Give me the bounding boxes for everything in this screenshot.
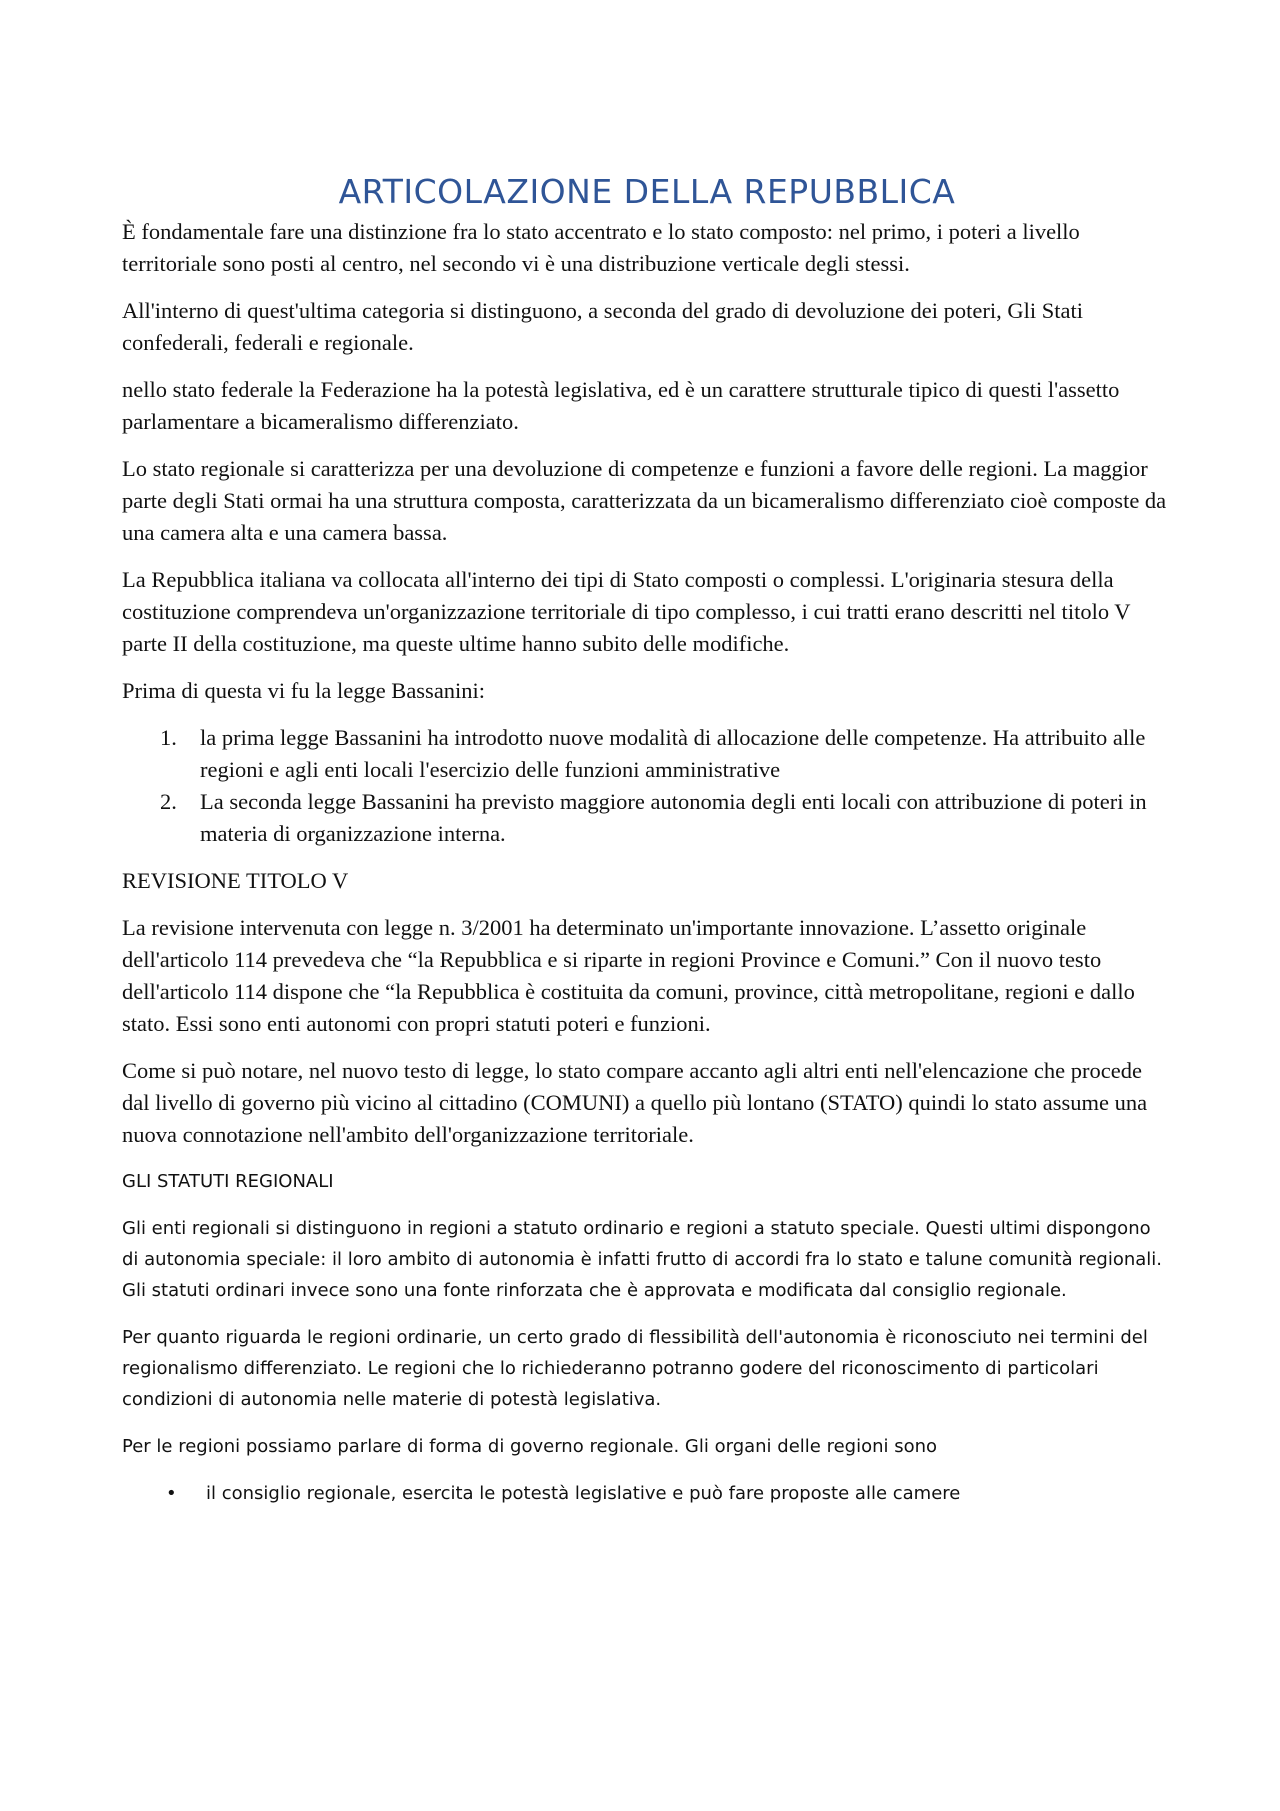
list-item-number: 1.: [160, 724, 177, 750]
section-heading-revisione: REVISIONE TITOLO V: [122, 867, 349, 893]
list-item-text: la prima legge Bassanini ha introdotto nuove modalità di allocazione delle competenze. Ha attribuito alle regioni e agli enti locali l'esercizio delle funzioni amministrative: [200, 724, 1146, 782]
list-item-text: il consiglio regionale, esercita le potestà legislative e può fare proposte alle camere: [206, 1482, 961, 1504]
paragraph: La revisione intervenuta con legge n. 3/2001 ha determinato un'importante innovazione. L’assetto originale dell'articolo 114 prevedeva che “la Repubblica e si riparte in regioni Province e Comuni.” Con il nuovo testo dell'articolo 114 dispone che “la Repubblica è costituita da comuni, province, città metropolitane, regioni e dallo stato. Essi sono enti autonomi con propri statuti poteri e funzioni.: [122, 914, 1135, 1036]
list-item-number: 2.: [160, 788, 177, 814]
paragraph: Prima di questa vi fu la legge Bassanini:: [122, 677, 486, 703]
numbered-list: [122, 722, 1172, 850]
list-item: [160, 786, 1172, 850]
bullet-icon: •: [166, 1482, 177, 1504]
list-item: [166, 1478, 1172, 1509]
paragraph: Per quanto riguarda le regioni ordinarie, un certo grado di flessibilità dell'autonomia è riconosciuto nei termini del regionalismo differenziato. Le regioni che lo richiederanno potranno godere del riconoscimento di particolari condizioni di autonomia nelle materie di potestà legislativa.: [122, 1326, 1148, 1410]
paragraph: La Repubblica italiana va collocata all'interno dei tipi di Stato composti o complessi. L'originaria stesura della costituzione comprendeva un'organizzazione territoriale di tipo complesso, i cui tratti erano descritti nel titolo V parte II della costituzione, ma queste ultime hanno subito delle modifiche.: [122, 566, 1131, 656]
paragraph: Per le regioni possiamo parlare di forma di governo regionale. Gli organi delle regioni sono: [122, 1435, 938, 1457]
list-item-text: La seconda legge Bassanini ha previsto maggiore autonomia degli enti locali con attribuzione di poteri in materia di organizzazione interna.: [200, 788, 1147, 846]
paragraph: Gli enti regionali si distinguono in regioni a statuto ordinario e regioni a statuto speciale. Questi ultimi dispongono di autonomia speciale: il loro ambito di autonomia è infatti frutto di accordi fra lo stato e talune comunità regionali. Gli statuti ordinari invece sono una fonte rinforzata che è approvata e modificata dal consiglio regionale.: [122, 1217, 1163, 1301]
paragraph: È fondamentale fare una distinzione fra lo stato accentrato e lo stato composto: nel primo, i poteri a livello territoriale sono posti al centro, nel secondo vi è una distribuzione verticale degli stessi.: [122, 218, 1080, 276]
list-item: [160, 722, 1172, 786]
paragraph: nello stato federale la Federazione ha la potestà legislativa, ed è un carattere strutturale tipico di questi l'assetto parlamentare a bicameralismo differenziato.: [122, 376, 1120, 434]
paragraph: All'interno di quest'ultima categoria si distinguono, a seconda del grado di devoluzione dei poteri, Gli Stati confederali, federali e regionale.: [122, 297, 1084, 355]
paragraph: Lo stato regionale si caratterizza per una devoluzione di competenze e funzioni a favore delle regioni. La maggior parte degli Stati ormai ha una struttura composta, caratterizzata da un bicameralismo differenziato cioè composte da una camera alta e una camera bassa.: [122, 455, 1167, 545]
bullet-list: [122, 1478, 1172, 1509]
paragraph: Come si può notare, nel nuovo testo di legge, lo stato compare accanto agli altri enti nell'elencazione che procede dal livello di governo più vicino al cittadino (COMUNI) a quello più lontano (STATO) quindi lo stato assume una nuova connotazione nell'ambito dell'organizzazione territoriale.: [122, 1057, 1148, 1147]
section-heading-statuti: GLI STATUTI REGIONALI: [122, 1170, 334, 1192]
document-body: [122, 172, 1172, 1509]
document-title: ARTICOLAZIONE DELLA REPUBBLICA: [338, 172, 956, 211]
